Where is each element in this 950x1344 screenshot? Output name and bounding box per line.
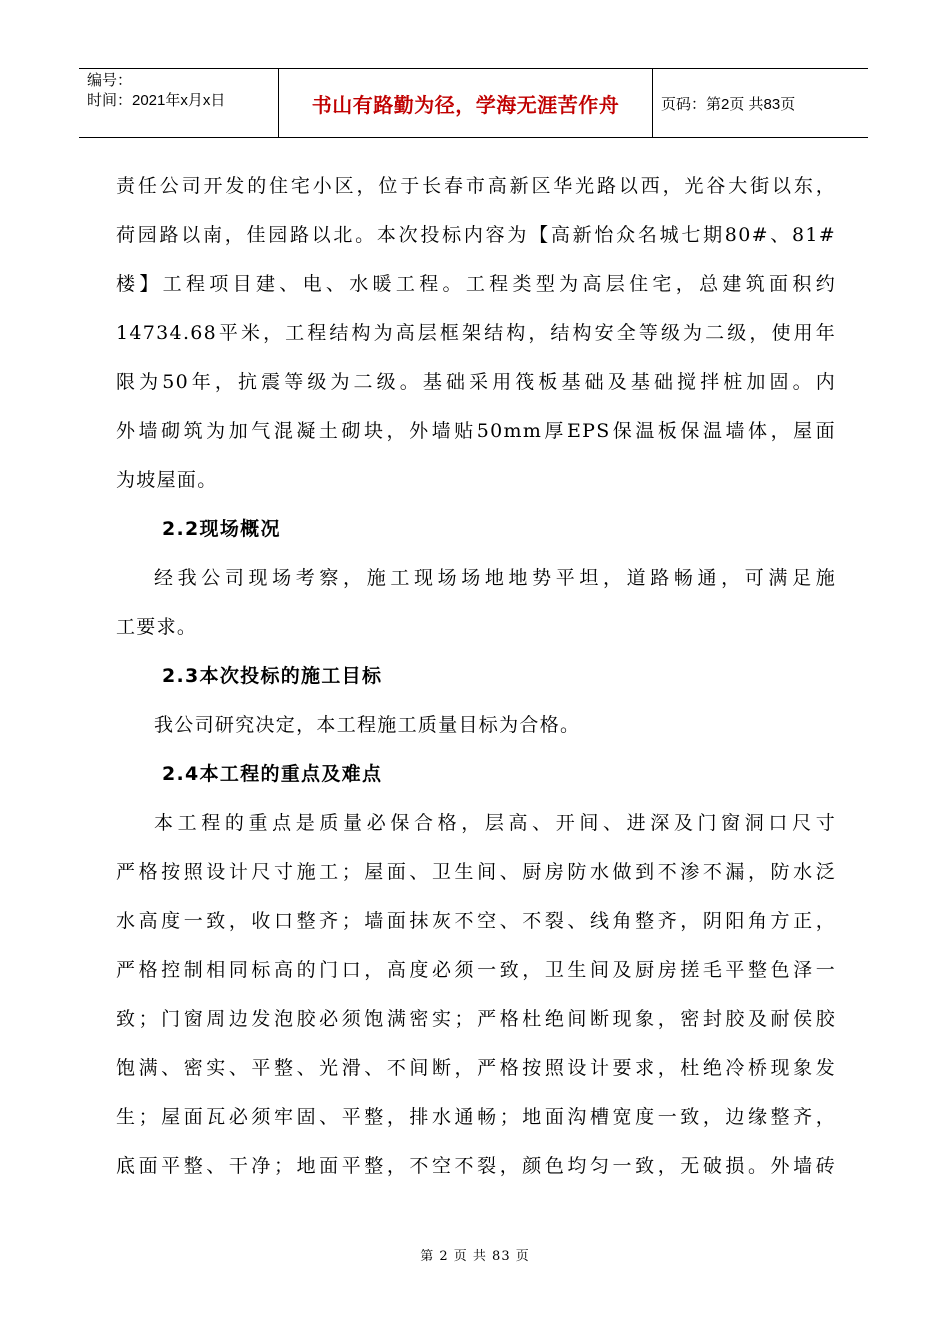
header-page-info: 页码：第2页 共83页 bbox=[661, 95, 796, 113]
body-line: 经我公司现场考察，施工现场场地地势平坦，道路畅通，可满足施 bbox=[154, 567, 836, 589]
body-line: 14734.68平米，工程结构为高层框架结构，结构安全等级为二级，使用年 bbox=[116, 322, 836, 344]
header-meta bbox=[79, 69, 279, 137]
body-line: 生；屋面瓦必须牢固、平整，排水通畅；地面沟槽宽度一致，边缘整齐， bbox=[116, 1106, 836, 1128]
section-heading-2-3: 2.3本次投标的施工目标 bbox=[162, 665, 383, 687]
body-line: 严格按照设计尺寸施工；屋面、卫生间、厨房防水做到不渗不漏，防水泛 bbox=[116, 861, 836, 883]
body-line: 荷园路以南，佳园路以北。本次投标内容为【高新怡众名城七期80#、81# bbox=[116, 224, 836, 246]
body-line: 我公司研究决定，本工程施工质量目标为合格。 bbox=[154, 714, 581, 736]
body-line: 水高度一致，收口整齐；墙面抹灰不空、不裂、线角整齐，阴阳角方正， bbox=[116, 910, 836, 932]
body-line: 为坡屋面。 bbox=[116, 469, 218, 491]
body-line: 致；门窗周边发泡胶必须饱满密实；严格杜绝间断现象，密封胶及耐侯胶 bbox=[116, 1008, 836, 1030]
body-line: 限为50年，抗震等级为二级。基础采用筏板基础及基础搅拌桩加固。内 bbox=[116, 371, 836, 393]
body-line: 楼】工程项目建、电、水暖工程。工程类型为高层住宅，总建筑面积约 bbox=[116, 273, 836, 295]
body-line: 严格控制相同标高的门口，高度必须一致，卫生间及厨房搓毛平整色泽一 bbox=[116, 959, 836, 981]
section-heading-2-2: 2.2现场概况 bbox=[162, 518, 281, 540]
page-footer: 第 2 页 共 83 页 bbox=[420, 1249, 530, 1264]
body-line: 责任公司开发的住宅小区，位于长春市高新区华光路以西，光谷大街以东， bbox=[116, 175, 836, 197]
document-time-label: 时间：2021年x月x日 bbox=[87, 92, 226, 109]
header-motto: 书山有路勤为径，学海无涯苦作舟 bbox=[279, 69, 653, 137]
document-body bbox=[116, 162, 836, 1191]
body-line: 本工程的重点是质量必保合格，层高、开间、进深及门窗洞口尺寸 bbox=[154, 812, 836, 834]
body-line: 外墙砌筑为加气混凝土砌块，外墙贴50mm厚EPS保温板保温墙体，屋面 bbox=[116, 420, 836, 442]
section-heading-2-4: 2.4本工程的重点及难点 bbox=[162, 763, 383, 785]
body-line: 底面平整、干净；地面平整，不空不裂，颜色均匀一致，无破损。外墙砖 bbox=[116, 1155, 836, 1177]
document-number-label: 编号： bbox=[87, 72, 133, 89]
body-line: 饱满、密实、平整、光滑、不间断，严格按照设计要求，杜绝冷桥现象发 bbox=[116, 1057, 836, 1079]
body-line: 工要求。 bbox=[116, 616, 198, 638]
page-header bbox=[79, 68, 868, 138]
